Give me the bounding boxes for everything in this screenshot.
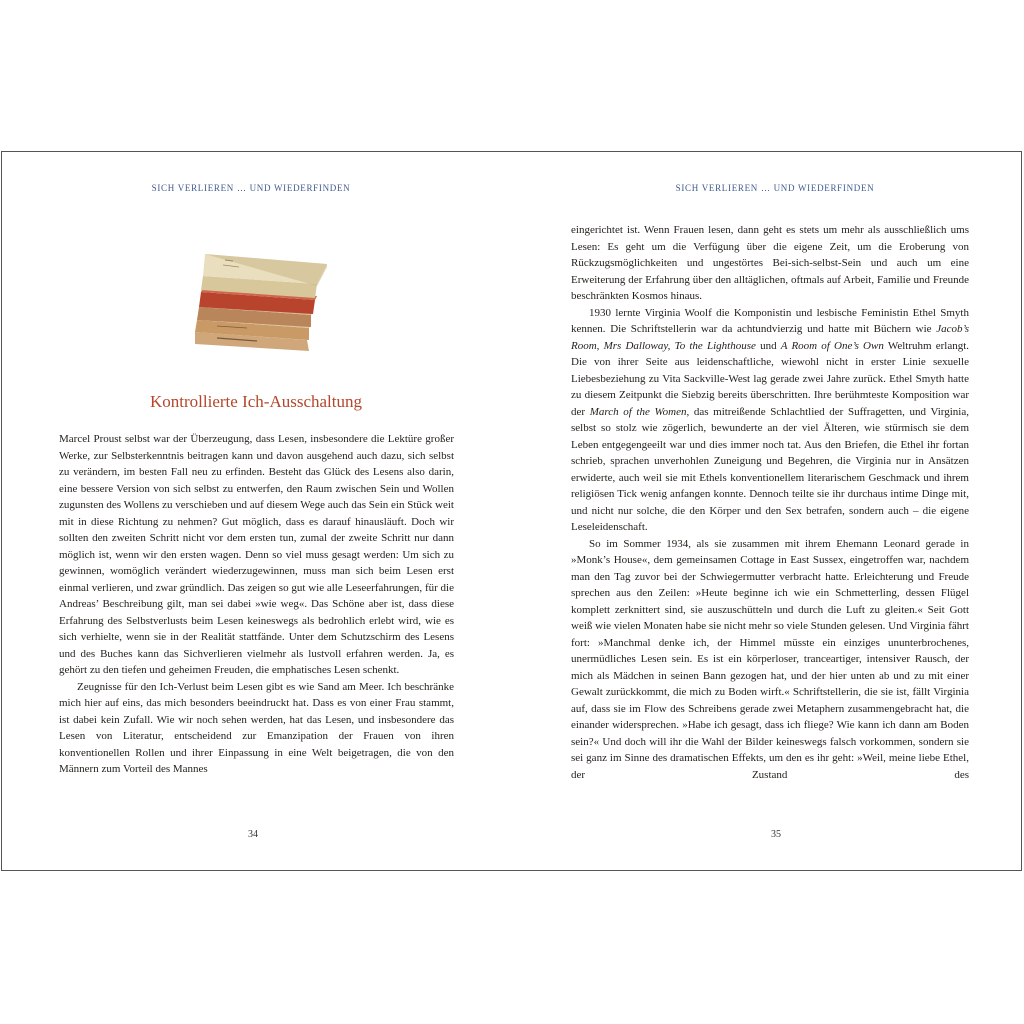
section-heading: Kontrollierte Ich-Ausschaltung — [150, 392, 362, 411]
running-header-right: SICH VERLIEREN … UND WIEDERFINDEN — [675, 183, 875, 193]
book-title: A Room of One’s Own — [780, 339, 884, 352]
running-header-left: SICH VERLIEREN … UND WIEDERFINDEN — [151, 183, 351, 193]
text-run: Weltruhm erlangt. Die von ihrer Seite aus leidenschaftliche, wiewohl nicht in erster Linie sexuelle Liebesbeziehung zu Vita Sackville-West lag gerade zwei Jahre zurück. Ethel Smyth hatte zu diesem Zeitpunkt die Siebzig bereits überschritten. Ihre berühmteste Komposition war der — [571, 339, 970, 418]
left-body-text — [59, 431, 454, 778]
paragraph: Marcel Proust selbst war der Überzeugung, dass Lesen, insbesondere die Lektüre großer Werke, zur Selbsterkenntnis beitragen kann und davon ausgehend auch dazu, sich selbst zu verändern, im besten Fall neu zu erfinden. Besteht das Glück des Lesens also darin, eine bessere Version von sich selbst zu entwerfen, den Raum zwischen Sein und Wollen zugunsten des Wollens zu verschieben und auf diesem Wege auch das Sein ein Stück weit mit in diese Richtung zu nehmen? Gut möglich, dass es darauf hinausläuft. Doch wir sollten den zweiten Schritt nicht vor dem ersten tun, zumal der zweite Schritt nur dann möglich ist, wenn wir den ersten wagen. Denn so viel muss gesagt werden: Um sich zu gewinnen, womöglich verändert wiederzugewinnen, muss man sich beim Lesen erst einmal verlieren, und zwar gründlich. Das zeigen so gut wie alle Leseerfahrungen, für die Andreas’ Beschreibung gilt, man sei dabei »wie weg«. Das Schöne aber ist, dass diese Erfahrung des Selbstverlusts beim Lesen keineswegs als bedrohlich erlebt wird, wie es sich verhielte, wenn sie in der Realität stattfände. Unter dem Schutzschirm des Lesens und des Buches kann das Sichverlieren vielmehr als lustvoll erfahren werden. Ja, es gehört zu den tiefen und geheimen Freuden, die emphatisches Lesen schenkt. — [59, 433, 454, 676]
right-body-text — [571, 222, 969, 783]
page-number-left: 34 — [248, 829, 258, 840]
text-run: und — [755, 339, 781, 352]
paragraph — [571, 305, 969, 536]
stacked-books-illustration — [187, 234, 337, 359]
left-page — [2, 152, 512, 870]
paragraph: Zeugnisse für den Ich-Verlust beim Lesen gibt es wie Sand am Meer. Ich beschränke mich hier auf eins, das mich besonders beeindruckt hat. Dass es von einer Frau stammt, ist dabei kein Zufall. Wie wir noch sehen werden, hat das Lesen, und insbesondere das Lesen von Literatur, entscheidend zur Emanzipation der Frauen von ihren konventionellen Rollen und ihrer Einpassung in eine Welt beigetragen, die von den Männern zum Vorteil des Mannes — [59, 680, 454, 775]
paragraph: So im Sommer 1934, als sie zusammen mit ihrem Ehemann Leonard gerade in »Monk’s House«, dem gemeinsamen Cottage in East Sussex, eingetroffen war, nachdem man den Tag zuvor bei der Schwiegermutter verbracht hatte. Erleichterung und Freude sprechen aus den Zeilen: »Heute beginne ich wie ein Schmetterling, dessen Flügel komplett zerknittert sind, sie auszuschütteln und durch die Luft zu gleiten.« Seit Gott weiß wie vielen Monaten habe sie nicht mehr so viele Stunden gelesen. Und Virginia fährt fort: »Manchmal denke ich, der Himmel müsste ein einziges ununterbrochenes, unermüdliches Lesen sein. Es ist ein körperloser, tranceartiger, intensiver Rausch, der mich als Mädchen in seinen Bann gezogen hat, und der hier unten ab und zu mit einer Gewalt zurückkommt, die mich zu Boden wirft.« Schriftstellerin, die sie ist, fällt Virginia auf, dass sie im Flow des Schreibens gerade zwei Metaphern zusammengebracht hat, die einander widersprechen. »Habe ich gesagt, dass ich fliege? Wie kann ich dann am Boden sein?« Und doch will ihr die Wahl der Bilder keineswegs falsch vorkommen, sondern sie sei ganz im Sinne des dramatischen Effekts, um den es ihr geht: »Weil, meine liebe Ethel, der Zustand des — [571, 537, 969, 781]
paragraph: eingerichtet ist. Wenn Frauen lesen, dann geht es stets um mehr als ausschließlich ums Lesen: Es geht um die Verfügung über die eigene Zeit, um die Eroberung von Rückzugsmöglichkeiten und ungestörtes Bei-sich-selbst-Sein und auch um eine Erweiterung der Erfahrung über den alltäglichen, oftmals auf Arbeit, Familie und Freunde beschränkten Kosmos hinaus. — [571, 224, 969, 302]
page-number-right: 35 — [771, 829, 781, 840]
text-run: 1930 lernte Virginia Woolf die Komponistin und lesbische Feministin Ethel Smyth kennen. Die Schriftstellerin war da achtundvierzig und hatte mit Büchern wie — [571, 306, 969, 335]
book-titles: Jacob’s Room, Mrs Dalloway, To the Lighthouse — [571, 323, 969, 352]
text-run: , das mitreißende Schlachtlied der Suffragetten, und Virginia, selbst so stolz wie zögerlich, bewunderte an der viel Älteren, wie stürmisch sie dem Leben entgegengeeilt war und dies immer noch tat. Aus den Briefen, die Ethel ihr fortan schrieb, sprachen unverhohlen Zuneigung und Begehren, die Virginia nur in Ansätzen erwiderte, auch weil sie mit Ethels konventionellem literarischem Geschmack und ihrem religiösen Tick wenig anfangen konnte. Dennoch teilte sie ihr durchaus intime Dinge mit, und nicht nur solche, die den Körper und den Sex betrafen, sondern auch – die eigene Leseleidenschaft. — [571, 405, 969, 533]
book-spread — [1, 151, 1022, 871]
composition-title: March of the Women — [589, 405, 687, 418]
